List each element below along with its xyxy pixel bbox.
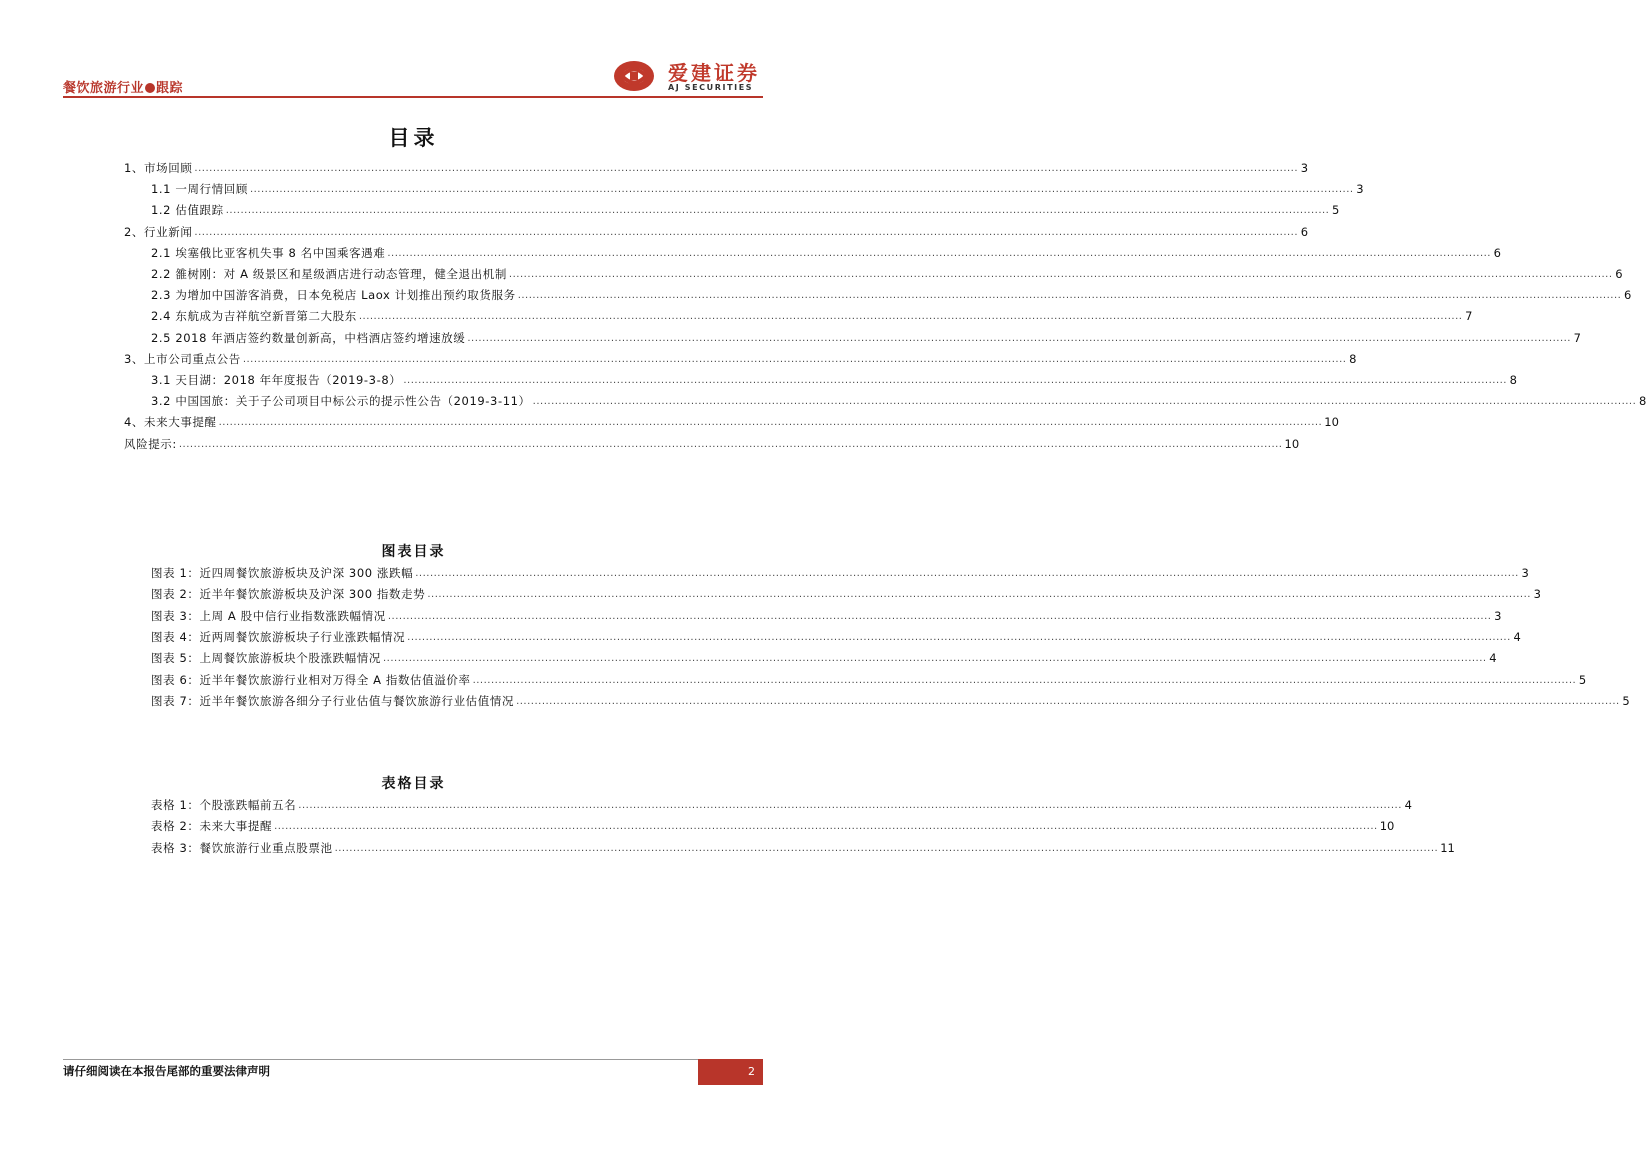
toc-entry[interactable] [151, 267, 1623, 282]
toc-entry[interactable] [124, 161, 1309, 176]
toc-entry-page: 7 [1573, 330, 1581, 345]
toc-entry-label: 1、市场回顾 [124, 161, 193, 175]
toc-entry[interactable] [151, 394, 1646, 409]
figures-entry-page: 3 [1533, 587, 1541, 602]
figures-entry-page: 5 [1578, 672, 1587, 687]
figures-entry[interactable] [151, 587, 1541, 602]
dot-leader: ............................................................................................................................................................................................................................................................................................................ [532, 396, 1637, 408]
toc-entry-label: 3.1 天目湖：2018 年年度报告（2019-3-8） [151, 373, 402, 387]
tables-entry-label: 表格 1：个股涨跌幅前五名 [151, 798, 297, 812]
toc-entry-page: 7 [1465, 309, 1473, 324]
toc-entry-page: 6 [1624, 288, 1632, 303]
toc-entry-page: 3 [1356, 182, 1364, 197]
toc-entry[interactable] [151, 182, 1364, 197]
toc-entry-label: 2.5 2018 年酒店签约数量创新高，中档酒店签约增速放缓 [151, 330, 466, 345]
toc-entry-label: 1.2 估值跟踪 [151, 203, 224, 218]
figures-entry[interactable] [151, 629, 1521, 645]
toc-entry[interactable] [124, 415, 1339, 430]
dot-leader: ............................................................................................................................................................................................................................................................................................................ [427, 589, 1531, 601]
toc-entry-label: 3.2 中国国旅：关于子公司项目中标公示的提示性公告（2019-3-11） [151, 394, 531, 409]
figures-title: 图表目录 [381, 544, 446, 560]
tables-entry-page: 4 [1404, 798, 1412, 812]
report-header-title [63, 77, 183, 96]
figures-entry-label: 图表 7：近半年餐饮旅游各细分子行业估值与餐饮旅游行业估值情况 [151, 693, 515, 708]
dot-leader: ............................................................................................................................................................................................................................................................................................................ [334, 842, 1439, 854]
bullet-dot-icon [145, 83, 155, 93]
dot-leader: ............................................................................................................................................................................................................................................................................................................ [508, 269, 1613, 280]
toc-entry-label: 2、行业新闻 [124, 224, 193, 239]
dot-leader: ............................................................................................................................................................................................................................................................................................................ [249, 184, 1354, 196]
toc-entry-page: 6 [1493, 245, 1501, 260]
toc-entry-label: 4、未来大事提醒 [124, 415, 217, 430]
figures-entry[interactable] [151, 672, 1587, 688]
toc-entry[interactable] [151, 309, 1473, 324]
figures-entry-page: 4 [1513, 629, 1521, 644]
figures-entry-label: 图表 5：上周餐饮旅游板块个股涨跌幅情况 [151, 651, 381, 666]
toc-entry-label: 风险提示: [124, 436, 177, 451]
toc-entry[interactable] [151, 288, 1632, 303]
tables-title: 表格目录 [381, 776, 446, 792]
footer-disclaimer: 请仔细阅读在本报告尾部的重要法律声明 [63, 1064, 270, 1078]
dot-leader: ............................................................................................................................................................................................................................................................................................................ [274, 821, 1378, 833]
tables-entry-label: 表格 2：未来大事提醒 [151, 819, 273, 834]
toc-entry-label: 2.4 东航成为吉祥航空新晋第二大股东 [151, 309, 357, 324]
figures-entry-label: 图表 4：近两周餐饮旅游板块子行业涨跌幅情况 [151, 629, 406, 644]
toc-entry[interactable] [151, 373, 1517, 388]
company-logo-name: 爱建证券 [668, 61, 760, 85]
header-divider [63, 96, 763, 98]
toc-entry[interactable] [151, 330, 1581, 346]
dot-leader: ............................................................................................................................................................................................................................................................................................................ [358, 311, 1463, 323]
toc-entry[interactable] [124, 436, 1300, 452]
figures-entry[interactable] [151, 608, 1502, 624]
toc-entry-page: 8 [1509, 373, 1517, 387]
report-category: 餐饮旅游行业 [63, 81, 145, 96]
figures-entry[interactable] [151, 693, 1630, 709]
dot-leader: ............................................................................................................................................................................................................................................................................................................ [225, 205, 1330, 217]
tables-entry[interactable] [151, 798, 1412, 813]
figures-entry-page: 4 [1489, 651, 1497, 666]
dot-leader: ............................................................................................................................................................................................................................................................................................................ [467, 332, 1571, 344]
dot-leader: ............................................................................................................................................................................................................................................................................................................ [472, 674, 1577, 686]
toc-entry-label: 2.1 埃塞俄比亚客机失事 8 名中国乘客遇难 [151, 245, 386, 260]
dot-leader: ............................................................................................................................................................................................................................................................................................................ [387, 247, 1491, 259]
tables-entry-label: 表格 3：餐饮旅游行业重点股票池 [151, 840, 333, 855]
toc-entry-page: 10 [1284, 436, 1300, 451]
dot-leader: ............................................................................................................................................................................................................................................................................................................ [415, 568, 1519, 579]
toc-entry[interactable] [124, 224, 1309, 240]
figures-entry-label: 图表 6：近半年餐饮旅游行业相对万得全 A 指数估值溢价率 [151, 672, 471, 687]
dot-leader: ............................................................................................................................................................................................................................................................................................................ [298, 800, 1402, 811]
dot-leader: ............................................................................................................................................................................................................................................................................................................ [194, 163, 1299, 174]
toc-entry-label: 1.1 一周行情回顾 [151, 182, 248, 197]
dot-leader: ............................................................................................................................................................................................................................................................................................................ [382, 653, 1487, 665]
figures-entry[interactable] [151, 566, 1529, 581]
footer-divider [63, 1059, 763, 1060]
figures-entry-page: 5 [1622, 693, 1630, 708]
dot-leader: ............................................................................................................................................................................................................................................................................................................ [516, 695, 1620, 707]
report-type: 跟踪 [156, 81, 184, 96]
toc-entry-label: 2.2 雒树刚：对 A 级景区和星级酒店进行动态管理，健全退出机制 [151, 267, 507, 281]
dot-leader: ............................................................................................................................................................................................................................................................................................................ [407, 631, 1511, 643]
tables-entry-page: 10 [1379, 819, 1395, 834]
dot-leader: ............................................................................................................................................................................................................................................................................................................ [403, 375, 1507, 386]
toc-entry-page: 8 [1349, 351, 1357, 366]
tables-entry-page: 11 [1440, 840, 1455, 855]
dot-leader: ............................................................................................................................................................................................................................................................................................................ [242, 353, 1347, 365]
page-number: 2 [698, 1059, 763, 1085]
figures-entry-label: 图表 3：上周 A 股中信行业指数涨跌幅情况 [151, 608, 386, 623]
dot-leader: ............................................................................................................................................................................................................................................................................................................ [218, 417, 1323, 429]
tables-entry[interactable] [151, 819, 1395, 834]
dot-leader: ............................................................................................................................................................................................................................................................................................................ [178, 438, 1283, 450]
toc-title: 目录 [388, 126, 439, 150]
tables-entry[interactable] [151, 840, 1455, 856]
dot-leader: ............................................................................................................................................................................................................................................................................................................ [517, 290, 1622, 302]
toc-entry-page: 6 [1615, 267, 1623, 281]
toc-entry[interactable] [151, 245, 1501, 261]
dot-leader: ............................................................................................................................................................................................................................................................................................................ [387, 610, 1492, 622]
figures-entry-label: 图表 2：近半年餐饮旅游板块及沪深 300 指数走势 [151, 587, 426, 602]
toc-entry[interactable] [151, 203, 1340, 218]
toc-entry-page: 6 [1300, 224, 1309, 239]
toc-entry-page: 8 [1638, 394, 1646, 409]
company-logo-english: AJ SECURITIES [668, 83, 754, 92]
figures-entry-page: 3 [1494, 608, 1502, 623]
toc-entry-page: 10 [1324, 415, 1339, 430]
toc-entry-page: 5 [1332, 203, 1340, 218]
figures-entry-label: 图表 1：近四周餐饮旅游板块及沪深 300 涨跌幅 [151, 566, 414, 580]
toc-entry-label: 3、上市公司重点公告 [124, 351, 241, 366]
dot-leader: ............................................................................................................................................................................................................................................................................................................ [194, 226, 1299, 238]
figures-entry-page: 3 [1521, 566, 1529, 580]
toc-entry-label: 2.3 为增加中国游客消费，日本免税店 Laox 计划推出预约取货服务 [151, 288, 516, 303]
figures-entry[interactable] [151, 651, 1497, 666]
toc-entry-page: 3 [1300, 161, 1309, 175]
toc-entry[interactable] [124, 351, 1357, 367]
